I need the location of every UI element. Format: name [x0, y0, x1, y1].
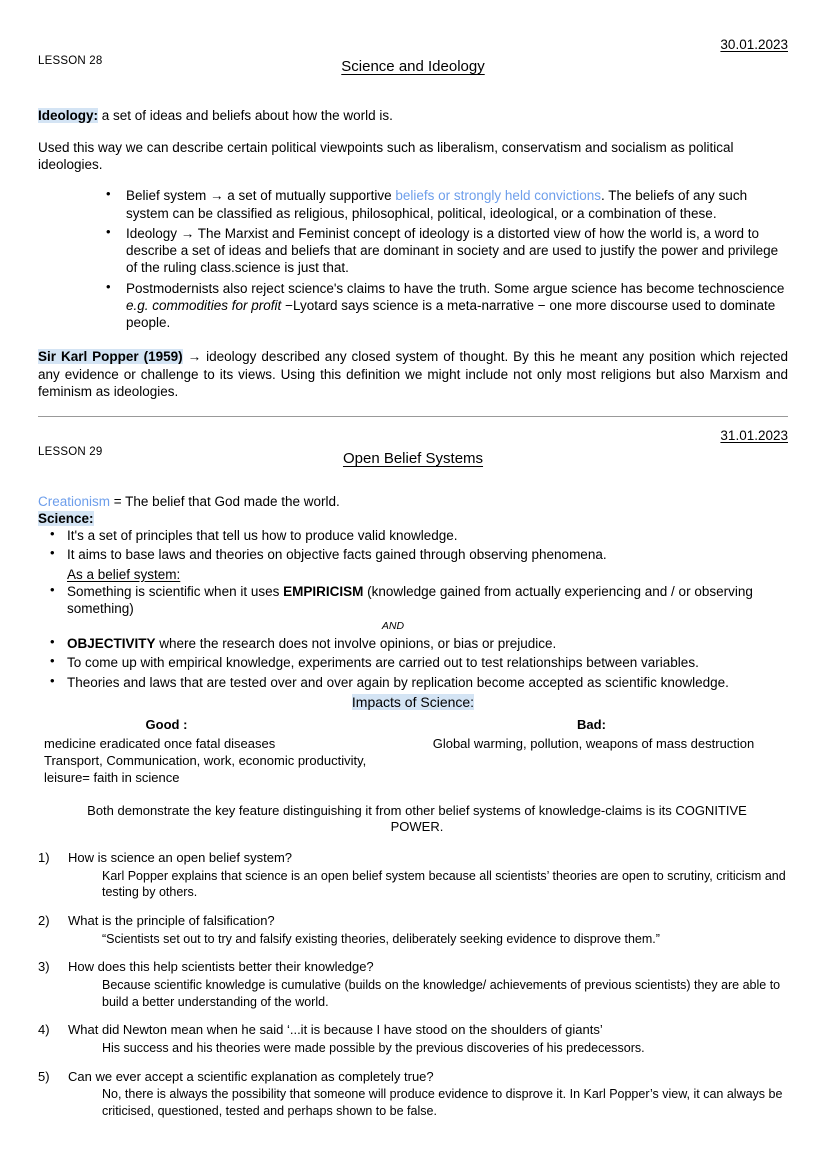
- bullet-empiricism-tail: (knowledge gained from actually experiencing and / or observing something): [67, 584, 753, 617]
- impacts-good-body: [38, 736, 413, 787]
- question-item-3: [38, 959, 788, 1010]
- bullet-objectivity-bold: OBJECTIVITY: [67, 636, 156, 652]
- used-this-way-paragraph: Used this way we can describe certain political viewpoints such as liberalism, conservatism and socialism as political ideologies.: [38, 139, 734, 173]
- lesson28-bullet-list: [38, 187, 788, 331]
- lesson28-date: 30.01.2023: [720, 37, 788, 52]
- science-heading-row: [38, 510, 788, 527]
- question-item-4: [38, 1022, 788, 1056]
- bullet-science-objective-facts: • It aims to base laws and theories on objective facts gained through observing phenomena.: [38, 546, 788, 563]
- impacts-bad-column: [413, 717, 788, 787]
- questions-list: [38, 850, 788, 1119]
- lesson28-title-row: [38, 58, 788, 75]
- bullet-belief-system: [38, 187, 788, 222]
- impacts-good-line-3: leisure= faith in science: [44, 769, 180, 785]
- lesson29-date: 31.01.2023: [720, 428, 788, 444]
- bullet-theories-replication: • Theories and laws that are tested over and over again by replication become accepted as scientific knowledge.: [38, 674, 788, 691]
- question-number-1: 1): [38, 849, 50, 865]
- as-belief-system-text: As a belief system:: [67, 566, 181, 582]
- lesson29-title: Open Belief Systems: [342, 449, 484, 467]
- ideology-definition-text: a set of ideas and beliefs about how the world is.: [98, 108, 393, 124]
- science-term: Science:: [38, 510, 94, 526]
- answer-text-4: His success and his theories were made possible by the previous discoveries of his predecessors.: [102, 1041, 645, 1055]
- question-number-5: 5): [38, 1068, 50, 1084]
- science-bullet-list: [38, 527, 788, 564]
- empiricism-bullet-list: [38, 583, 788, 618]
- creationism-definition: [38, 493, 788, 510]
- bullet-belief-system-lead: Belief system → a set of mutually supportive: [126, 188, 396, 204]
- impacts-columns: [38, 717, 788, 787]
- bullet-postmodernists-italic: e.g. commodities for profit: [126, 297, 282, 313]
- bullet-postmodernists-lead: Postmodernists also reject science's claims to have the truth. Some argue science has become technoscience: [126, 280, 785, 296]
- lesson29-label: LESSON 29: [38, 446, 103, 459]
- popper-text: → ideology described any closed system of thought. By this he meant any position which rejected any evidence or challenge to its views. Using this definition we might include not only most religions but also Marxism and feminism as ideologies.: [38, 349, 788, 399]
- bullet-empirical-experiments: • To come up with empirical knowledge, experiments are carried out to test relationships between variables.: [38, 654, 788, 671]
- ideology-term: Ideology:: [38, 108, 98, 124]
- lesson28-date-row: [38, 38, 788, 53]
- bullet-objectivity: [38, 635, 788, 652]
- impacts-good-column: [38, 717, 413, 787]
- bullet-objectivity-tail: where the research does not involve opinions, or bias or prejudice.: [155, 636, 557, 652]
- answer-text-3: Because scientific knowledge is cumulative (builds on the knowledge/ achievements of previous scientists) they are able to build a better understanding of the world.: [102, 978, 781, 1009]
- impacts-bad-header: Bad:: [577, 717, 606, 733]
- bullet-postmodernists-tail: −Lyotard says science is a meta-narrative − one more discourse used to dominate people.: [126, 297, 776, 331]
- impacts-good-line-1: medicine eradicated once fatal diseases: [44, 736, 276, 752]
- bullet-empiricism-bold: EMPIRICISM: [283, 584, 364, 600]
- question-item-1: [38, 850, 788, 901]
- objectivity-bullet-list: [38, 635, 788, 691]
- bullet-ideology-marxist-text: Ideology → The Marxist and Feminist concept of ideology is a distorted view of how the world is, a word to describe a set of ideas and beliefs that are dominant in society and are used to justify the power and privilege of the ruling class.science is just that.: [126, 225, 779, 276]
- question-number-3: 3): [38, 959, 50, 975]
- question-text-2: What is the principle of falsification?: [68, 912, 275, 928]
- bullet-belief-system-blue: beliefs or strongly held convictions: [395, 188, 601, 204]
- impacts-bad-body: Global warming, pollution, weapons of mass destruction: [432, 736, 755, 752]
- answer-text-2: “Scientists set out to try and falsify existing theories, deliberately seeking evidence to disprove them.”: [102, 931, 660, 946]
- impacts-of-science-heading: Impacts of Science:: [351, 693, 475, 710]
- bullet-science-principles: • It's a set of principles that tell us how to produce valid knowledge.: [38, 527, 788, 544]
- creationism-term: Creationism: [38, 493, 111, 509]
- section-divider: [38, 416, 788, 417]
- impacts-good-line-2: Transport, Communication, work, economic productivity,: [44, 752, 367, 768]
- question-text-1: How is science an open belief system?: [68, 849, 293, 865]
- lesson29-title-row: [38, 450, 788, 467]
- popper-term: Sir Karl Popper (1959): [38, 349, 183, 365]
- bullet-empiricism: [38, 583, 788, 618]
- question-item-2: [38, 913, 788, 947]
- creationism-definition-text: = The belief that God made the world.: [110, 493, 340, 509]
- lesson29-date-row: [38, 429, 788, 444]
- question-number-2: 2): [38, 912, 50, 928]
- bullet-empiricism-lead: Something is scientific when it uses: [67, 584, 284, 600]
- popper-paragraph: [38, 348, 788, 400]
- question-text-4: What did Newton mean when he said ‘...it is because I have stood on the shoulders of giants’: [68, 1022, 603, 1038]
- both-demonstrate-paragraph: Both demonstrate the key feature distinguishing it from other belief systems of knowledge-claims is its COGNITIVE POWER.: [87, 802, 747, 835]
- lesson28-label: LESSON 28: [38, 54, 103, 67]
- bullet-postmodernists: [38, 280, 788, 332]
- bullet-belief-system-tail: . The beliefs of any such system can be classified as religious, philosophical, political, ideological, or a combination of these.: [126, 188, 748, 221]
- question-number-4: 4): [38, 1022, 50, 1038]
- question-item-5: [38, 1069, 788, 1120]
- answer-text-1: Karl Popper explains that science is an open belief system because all scientists’ theories are open to scrutiny, criticism and testing by others.: [102, 868, 786, 900]
- as-belief-system-subheading: [38, 566, 788, 583]
- and-connector: AND: [381, 619, 405, 632]
- question-text-3: How does this help scientists better their knowledge?: [68, 959, 374, 975]
- answer-text-5: No, there is always the possibility that someone will produce evidence to disprove it. In Karl Popper’s view, it can always be criticised, questioned, tested and perhaps shown to be false.: [102, 1087, 783, 1118]
- ideology-definition: [38, 107, 788, 124]
- lesson28-title: Science and Ideology: [341, 58, 485, 76]
- question-text-5: Can we ever accept a scientific explanation as completely true?: [68, 1068, 434, 1084]
- impacts-of-science-heading-row: [38, 693, 788, 711]
- bullet-ideology-marxist: [38, 225, 788, 277]
- impacts-good-header: Good :: [145, 717, 188, 733]
